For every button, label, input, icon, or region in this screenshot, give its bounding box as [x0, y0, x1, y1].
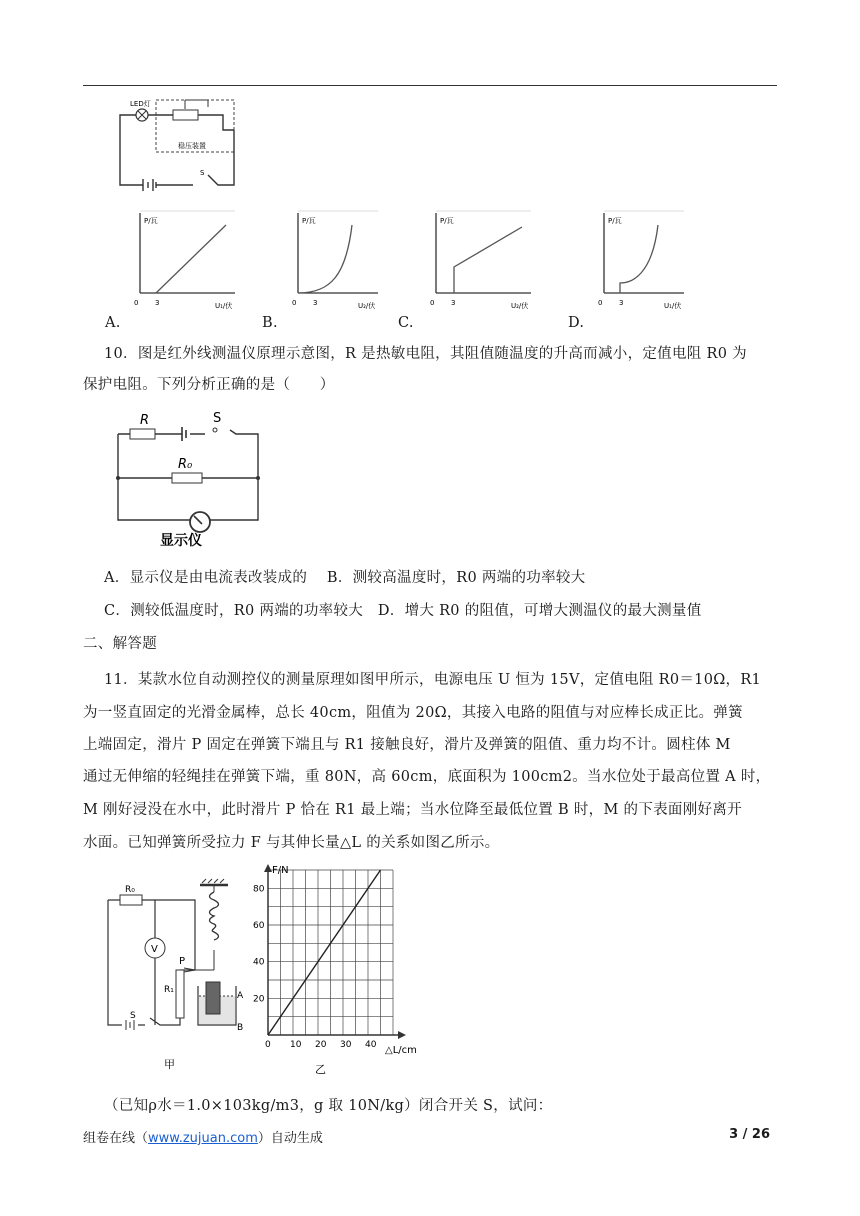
- q9-option-c-letter: C.: [398, 315, 414, 331]
- q9-option-a-letter: A.: [105, 315, 121, 331]
- header-rule: [83, 85, 777, 86]
- q11-line5: M 刚好浸没在水中，此时滑片 P 恰在 R1 最上端；当水位降至最低位置 B 时，M 的下表面刚好离开: [83, 802, 742, 818]
- q9-option-b-graph: [286, 205, 386, 325]
- chart-x-label: △L/cm: [385, 1045, 417, 1056]
- origin-label: 0: [292, 299, 297, 307]
- p-curve: [604, 225, 658, 293]
- x-label: U₁/伏: [664, 302, 682, 310]
- footer-link[interactable]: www.zujuan.com: [148, 1131, 258, 1146]
- meter-label: 显示仪: [160, 533, 202, 547]
- r0-label: R₀: [125, 885, 135, 895]
- x-label: U₁/伏: [215, 302, 233, 310]
- level-b-label: B: [237, 1023, 244, 1033]
- section-heading: 二、解答题: [83, 636, 157, 652]
- x-label: U₂/伏: [511, 302, 529, 310]
- q9-option-d-graph: [592, 205, 692, 325]
- x-tick-label: 40: [365, 1040, 377, 1050]
- y-label: P/瓦: [144, 217, 158, 225]
- q10-stem-line2: 保护电阻。下列分析正确的是（ ）: [83, 377, 335, 393]
- x-tick-label: 0: [265, 1040, 271, 1050]
- q9-option-a-graph: [128, 205, 243, 325]
- switch-label: S: [130, 1011, 136, 1021]
- q10-option-cd: C．测较低温度时，R0 两端的功率较大 D．增大 R0 的阻值，可增大测温仪的最大测量值: [104, 603, 702, 619]
- q9-option-c-graph: [424, 205, 539, 325]
- y-label: P/瓦: [302, 217, 316, 225]
- chart-grid: [268, 870, 393, 1035]
- y-tick-label: 60: [253, 921, 265, 931]
- x-label: U₂/伏: [358, 302, 376, 310]
- resistor-r-label: R: [140, 413, 150, 428]
- q9-option-b-letter: B.: [262, 315, 278, 331]
- y-axis-arrow: [264, 864, 272, 872]
- footer-prefix: 组卷在线（: [83, 1131, 149, 1146]
- x-tick-3: 3: [451, 299, 456, 307]
- q9-circuit-figure: [108, 95, 243, 195]
- page-number: 3 / 26: [729, 1127, 770, 1142]
- q11-line3: 上端固定，滑片 P 固定在弹簧下端且与 R1 接触良好，滑片及弹簧的阻值、重力均不计。圆柱体 M: [83, 737, 731, 753]
- q10-stem-line1: 10．图是红外线测温仪原理示意图，R 是热敏电阻，其阻值随温度的升高而减小，定值电阻 R0 为: [104, 346, 747, 362]
- p-curve: [298, 225, 352, 293]
- q11-line1: 11．某款水位自动测控仪的测量原理如图甲所示，电源电压 U 恒为 15V，定值电阻 R0＝10Ω，R1: [104, 672, 762, 688]
- y-tick-label: 40: [253, 957, 265, 968]
- q11-chart-yi: [250, 860, 435, 1080]
- q11-line2: 为一竖直固定的光滑金属棒，总长 40cm，阻值为 20Ω，其接入电路的阻值与对应棒长成正比。弹簧: [83, 705, 743, 721]
- x-axis-arrow: [398, 1031, 406, 1039]
- x-tick-3: 3: [313, 299, 318, 307]
- figure-caption-jia: 甲: [164, 1058, 175, 1071]
- footer-suffix: ）自动生成: [257, 1131, 323, 1146]
- y-label: P/瓦: [608, 217, 622, 225]
- x-tick-3: 3: [619, 299, 624, 307]
- y-tick-label: 20: [253, 994, 265, 1005]
- y-label: P/瓦: [440, 217, 454, 225]
- x-tick-label: 30: [340, 1040, 352, 1050]
- y-tick-label: 80: [253, 884, 265, 895]
- q11-note: （已知ρ水＝1.0×103kg/m3，g 取 10N/kg）闭合开关 S，试问：: [104, 1098, 553, 1114]
- x-tick-label: 10: [290, 1040, 302, 1050]
- chart-caption: 乙: [315, 1063, 326, 1076]
- slider-p-label: P: [179, 956, 186, 967]
- level-a-label: A: [237, 991, 244, 1001]
- voltmeter-label: V: [151, 944, 158, 955]
- q11-line6: 水面。已知弹簧所受拉力 F 与其伸长量△L 的关系如图乙所示。: [83, 835, 500, 851]
- series-line: [268, 870, 381, 1035]
- origin-label: 0: [134, 299, 139, 307]
- x-tick-label: 20: [315, 1040, 327, 1050]
- q10-option-ab: A．显示仪是由电流表改装成的 B．测较高温度时，R0 两端的功率较大: [104, 570, 586, 586]
- q9-option-d-letter: D.: [568, 315, 585, 331]
- footer-source: [83, 1127, 323, 1146]
- q10-circuit-figure: [110, 412, 270, 547]
- r1-label: R₁: [164, 985, 174, 995]
- origin-label: 0: [430, 299, 435, 307]
- q11-line4: 通过无伸缩的轻绳挂在弹簧下端，重 80N，高 60cm，底面积为 100cm2。当水位处于最高位置 A 时，: [83, 769, 771, 785]
- x-tick-3: 3: [155, 299, 160, 307]
- origin-label: 0: [598, 299, 603, 307]
- p-curve: [454, 227, 522, 293]
- q11-figure-jia: [100, 870, 250, 1075]
- chart-series: [268, 870, 381, 1035]
- p-curve: [156, 225, 226, 293]
- resistor-r0-label: R₀: [178, 457, 193, 472]
- regulator-label: 稳压装置: [178, 142, 206, 150]
- chart-y-label: F/N: [272, 865, 289, 876]
- switch-s-label: S: [213, 412, 222, 426]
- switch-label: S: [200, 169, 205, 177]
- led-label: LED灯: [130, 100, 151, 108]
